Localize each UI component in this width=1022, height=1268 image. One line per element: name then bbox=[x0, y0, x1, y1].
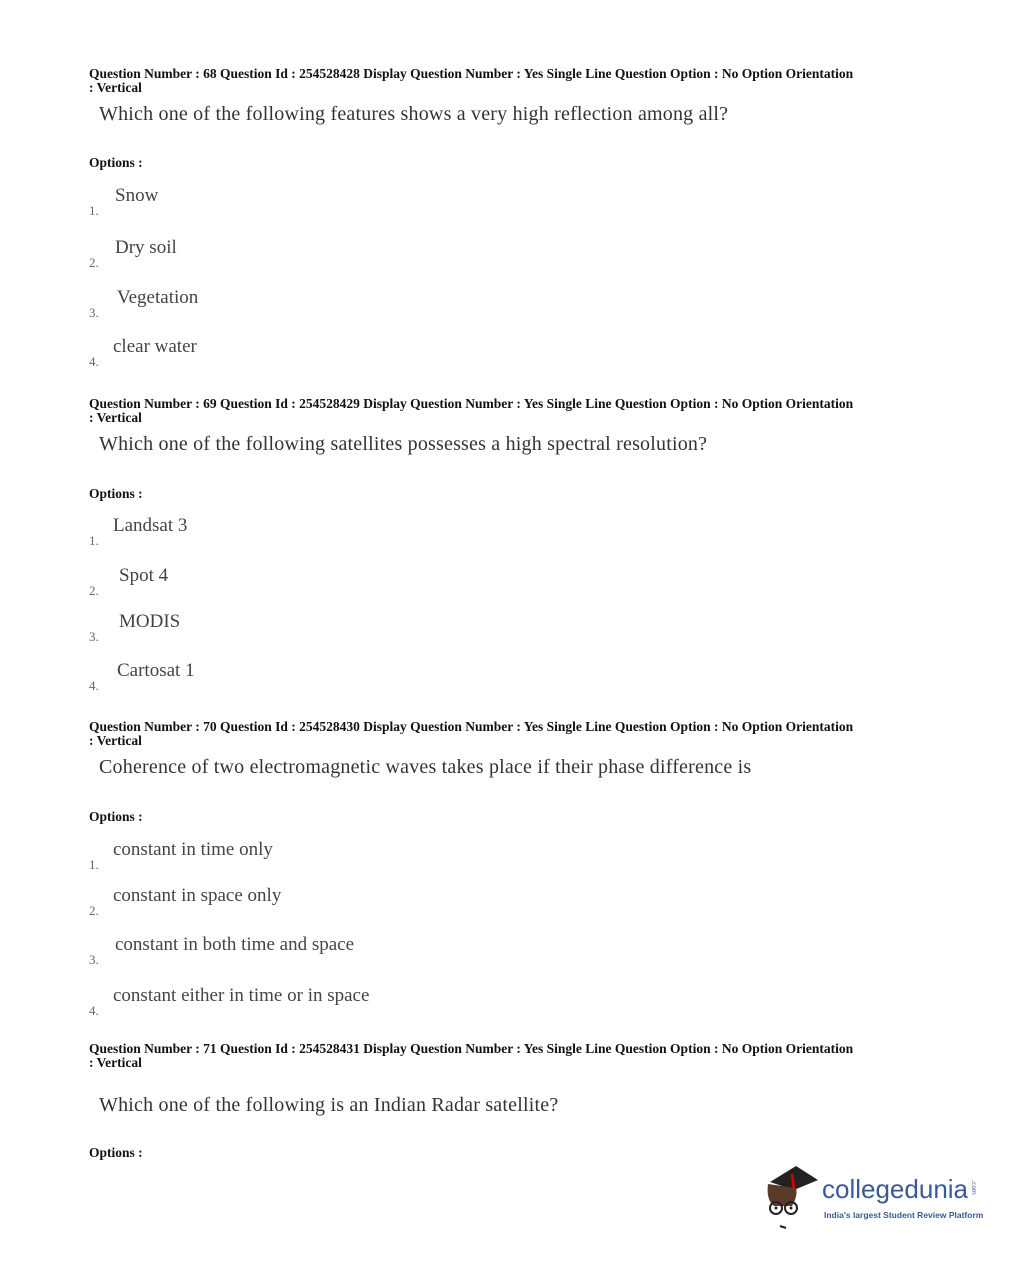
option-number: 1. bbox=[89, 533, 99, 548]
option-item bbox=[89, 885, 589, 925]
option-text: Snow bbox=[115, 185, 159, 206]
option-text: Cartosat 1 bbox=[117, 660, 195, 681]
option-text: constant in space only bbox=[113, 885, 282, 906]
question-text: Coherence of two electromagnetic waves takes place if their phase difference is bbox=[99, 756, 752, 778]
option-item bbox=[89, 934, 589, 974]
option-item bbox=[89, 985, 589, 1025]
option-text: constant in both time and space bbox=[115, 934, 355, 955]
logo-tagline: India's largest Student Review Platform bbox=[824, 1210, 984, 1220]
option-item bbox=[89, 336, 589, 376]
option-text: Spot 4 bbox=[119, 565, 169, 586]
options-label: Options : bbox=[89, 1145, 143, 1160]
option-number: 4. bbox=[89, 354, 99, 369]
option-number: 1. bbox=[89, 857, 99, 872]
option-item bbox=[89, 237, 589, 277]
options-label: Options : bbox=[89, 809, 143, 824]
option-number: 4. bbox=[89, 678, 99, 693]
option-item bbox=[89, 660, 589, 700]
option-number: 2. bbox=[89, 255, 99, 270]
question-block bbox=[89, 66, 869, 369]
question-header: Question Number : 68 Question Id : 254528428 Display Question Number : Yes Single Line Question Option : No Option Orientation : Vertical bbox=[89, 66, 854, 95]
option-text: Vegetation bbox=[117, 287, 199, 308]
option-text: MODIS bbox=[119, 611, 181, 632]
logo-suffix: .com bbox=[970, 1180, 978, 1195]
question-block bbox=[89, 719, 869, 1018]
option-text: clear water bbox=[113, 336, 197, 357]
option-item bbox=[89, 565, 589, 605]
option-number: 3. bbox=[89, 952, 99, 967]
logo-wordmark: collegedunia bbox=[822, 1174, 969, 1204]
option-item bbox=[89, 611, 589, 651]
option-number: 1. bbox=[89, 203, 99, 218]
option-number: 3. bbox=[89, 305, 99, 320]
question-text: Which one of the following is an Indian Radar satellite? bbox=[99, 1094, 559, 1116]
question-text: Which one of the following features shows a very high reflection among all? bbox=[99, 103, 729, 125]
question-text: Which one of the following satellites possesses a high spectral resolution? bbox=[99, 433, 708, 455]
question-header: Question Number : 69 Question Id : 254528429 Display Question Number : Yes Single Line Question Option : No Option Orientation : Vertical bbox=[89, 396, 854, 425]
question-header: Question Number : 70 Question Id : 254528430 Display Question Number : Yes Single Line Question Option : No Option Orientation : Vertical bbox=[89, 719, 854, 748]
option-number: 2. bbox=[89, 583, 99, 598]
question-block bbox=[89, 396, 869, 693]
collegedunia-logo bbox=[762, 1160, 1012, 1232]
question-header: Question Number : 71 Question Id : 254528431 Display Question Number : Yes Single Line Question Option : No Option Orientation : Vertical bbox=[89, 1041, 854, 1070]
option-number: 3. bbox=[89, 629, 99, 644]
mascot-icon bbox=[762, 1160, 822, 1232]
option-number: 4. bbox=[89, 1003, 99, 1018]
options-label: Options : bbox=[89, 486, 143, 501]
option-text: constant either in time or in space bbox=[113, 985, 370, 1006]
question-block bbox=[89, 1041, 869, 1160]
options-label: Options : bbox=[89, 155, 143, 170]
option-number: 2. bbox=[89, 903, 99, 918]
option-item bbox=[89, 185, 589, 225]
option-item bbox=[89, 839, 589, 879]
option-item bbox=[89, 515, 589, 555]
option-text: Dry soil bbox=[115, 237, 177, 258]
option-text: constant in time only bbox=[113, 839, 273, 860]
option-text: Landsat 3 bbox=[113, 515, 188, 536]
option-item bbox=[89, 287, 589, 327]
logo-wordmark-row bbox=[822, 1174, 977, 1204]
